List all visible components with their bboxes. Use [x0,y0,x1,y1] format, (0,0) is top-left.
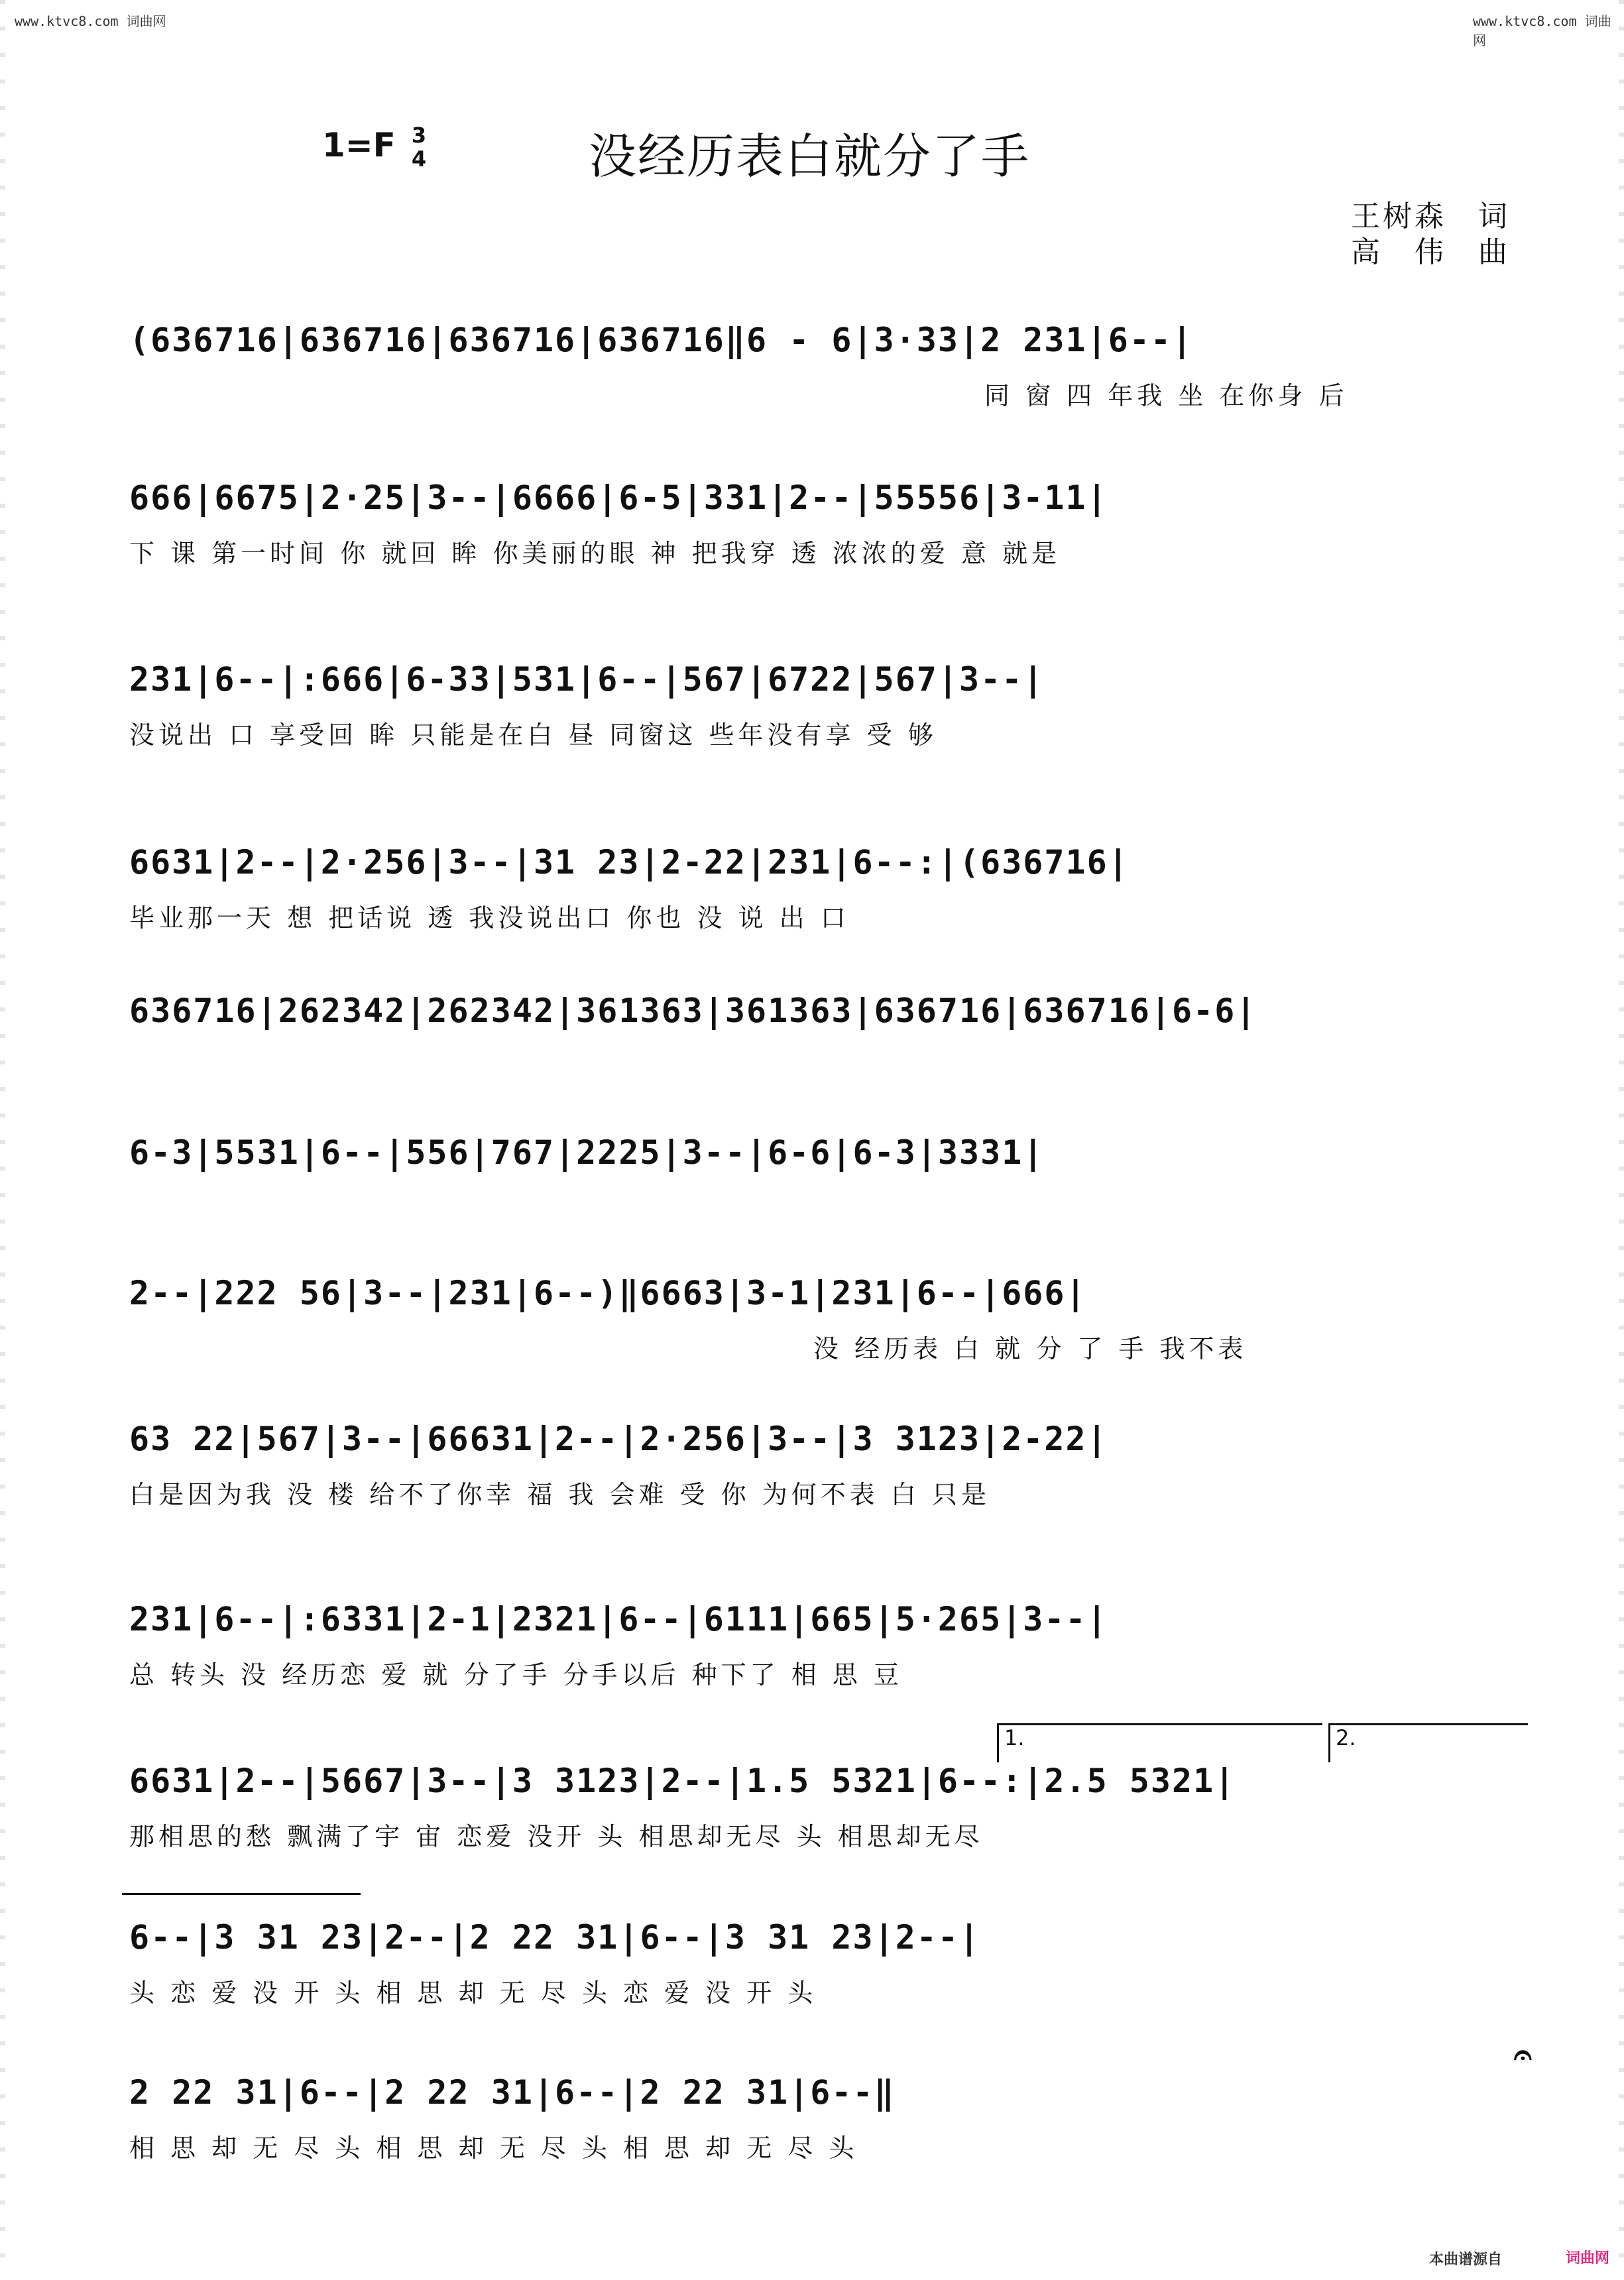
notation-line: 666|6675|2·25|3--|6666|6-5|331|2--|55556|3-11| [129,479,1108,517]
lyrics-line: 毕业那一天 想 把话说 透 我没说出口 你也 没 说 出 口 [129,903,850,933]
second-ending-continuation-line [122,1893,361,1895]
first-ending-bracket [997,1723,1322,1762]
notation-line: 6--|3 31 23|2--|2 22 31|6--|3 31 23|2--| [129,1918,981,1957]
notation-line: 2--|222 56|3--|231|6--)‖6663|3-1|231|6--|666| [129,1274,1087,1312]
lyrics-line: 相 思 却 无 尽 头 相 思 却 无 尽 头 相 思 却 无 尽 头 [129,2134,858,2163]
header-watermark-left: www.ktvc8.com 词曲网 [15,13,166,29]
right-edge-decoration [1619,0,1624,2280]
lyrics-line: 总 转头 没 经历恋 爱 就 分了手 分手以后 种下了 相 思 豆 [129,1660,903,1689]
lyrics-line: 头 恋 爱 没 开 头 相 思 却 无 尽 头 恋 爱 没 开 头 [129,1978,817,2008]
left-edge-decoration [0,0,5,2280]
notation-line: 636716|262342|262342|361363|361363|636716|636716|6-6| [129,992,1257,1030]
notation-line: 6631|2--|5667|3--|3 3123|2--|1.5 5321|6--:|2.5 5321| [129,1762,1236,1800]
lyrics-line: 白是因为我 没 楼 给不了你幸 福 我 会难 受 你 为何不表 白 只是 [129,1480,990,1509]
time-signature [406,123,432,171]
footer-brand-logo: 词曲网 [1566,2250,1610,2267]
notation-line: 231|6--|:666|6-33|531|6--|567|6722|567|3--| [129,660,1045,699]
notation-line: 6631|2--|2·256|3--|31 23|2-22|231|6--:|(636716| [129,843,1130,882]
footer-source: 本曲谱源自 [1429,2252,1503,2268]
notation-line: 2 22 31|6--|2 22 31|6--|2 22 31|6--‖ [129,2073,896,2112]
composer-credit: 高 伟 曲 [1351,235,1510,269]
second-ending-label: 2. [1336,1725,1356,1750]
second-ending-bracket [1328,1723,1528,1762]
lyricist-credit: 王树森 词 [1351,200,1510,233]
notation-line: 231|6--|:6331|2-1|2321|6--|6111|665|5·265|3--| [129,1600,1108,1638]
header-watermark-right: www.ktvc8.com 词曲网 [1473,13,1611,48]
fermata-icon: 𝄐 [1514,2036,1532,2073]
first-ending-label: 1. [1004,1725,1025,1750]
notation-line: 6-3|5531|6--|556|767|2225|3--|6-6|6-3|3331| [129,1133,1045,1172]
time-signature-top: 3 [411,123,427,148]
lyrics-line: 没 经历表 白 就 分 了 手 我不表 [813,1334,1247,1363]
lyrics-line: 没说出 口 享受回 眸 只能是在白 昼 同窗这 些年没有享 受 够 [129,720,937,750]
lyrics-line: 同 窗 四 年我 坐 在你身 后 [984,381,1348,410]
lyrics-line: 下 课 第一时间 你 就回 眸 你美丽的眼 神 把我穿 透 浓浓的爱 意 就是 [129,539,1061,568]
song-title: 没经历表白就分了手 [589,129,1031,184]
key-signature: 1=F [322,126,396,164]
lyrics-line: 那相思的愁 飘满了宇 宙 恋爱 没开 头 相思却无尽 头 相思却无尽 [129,1822,984,1851]
notation-line: (636716|636716|636716|636716‖6 - 6|3·33|2 231|6--| [129,321,1194,359]
notation-line: 63 22|567|3--|66631|2--|2·256|3--|3 3123|2-22| [129,1420,1108,1458]
time-signature-bottom: 4 [411,146,427,172]
